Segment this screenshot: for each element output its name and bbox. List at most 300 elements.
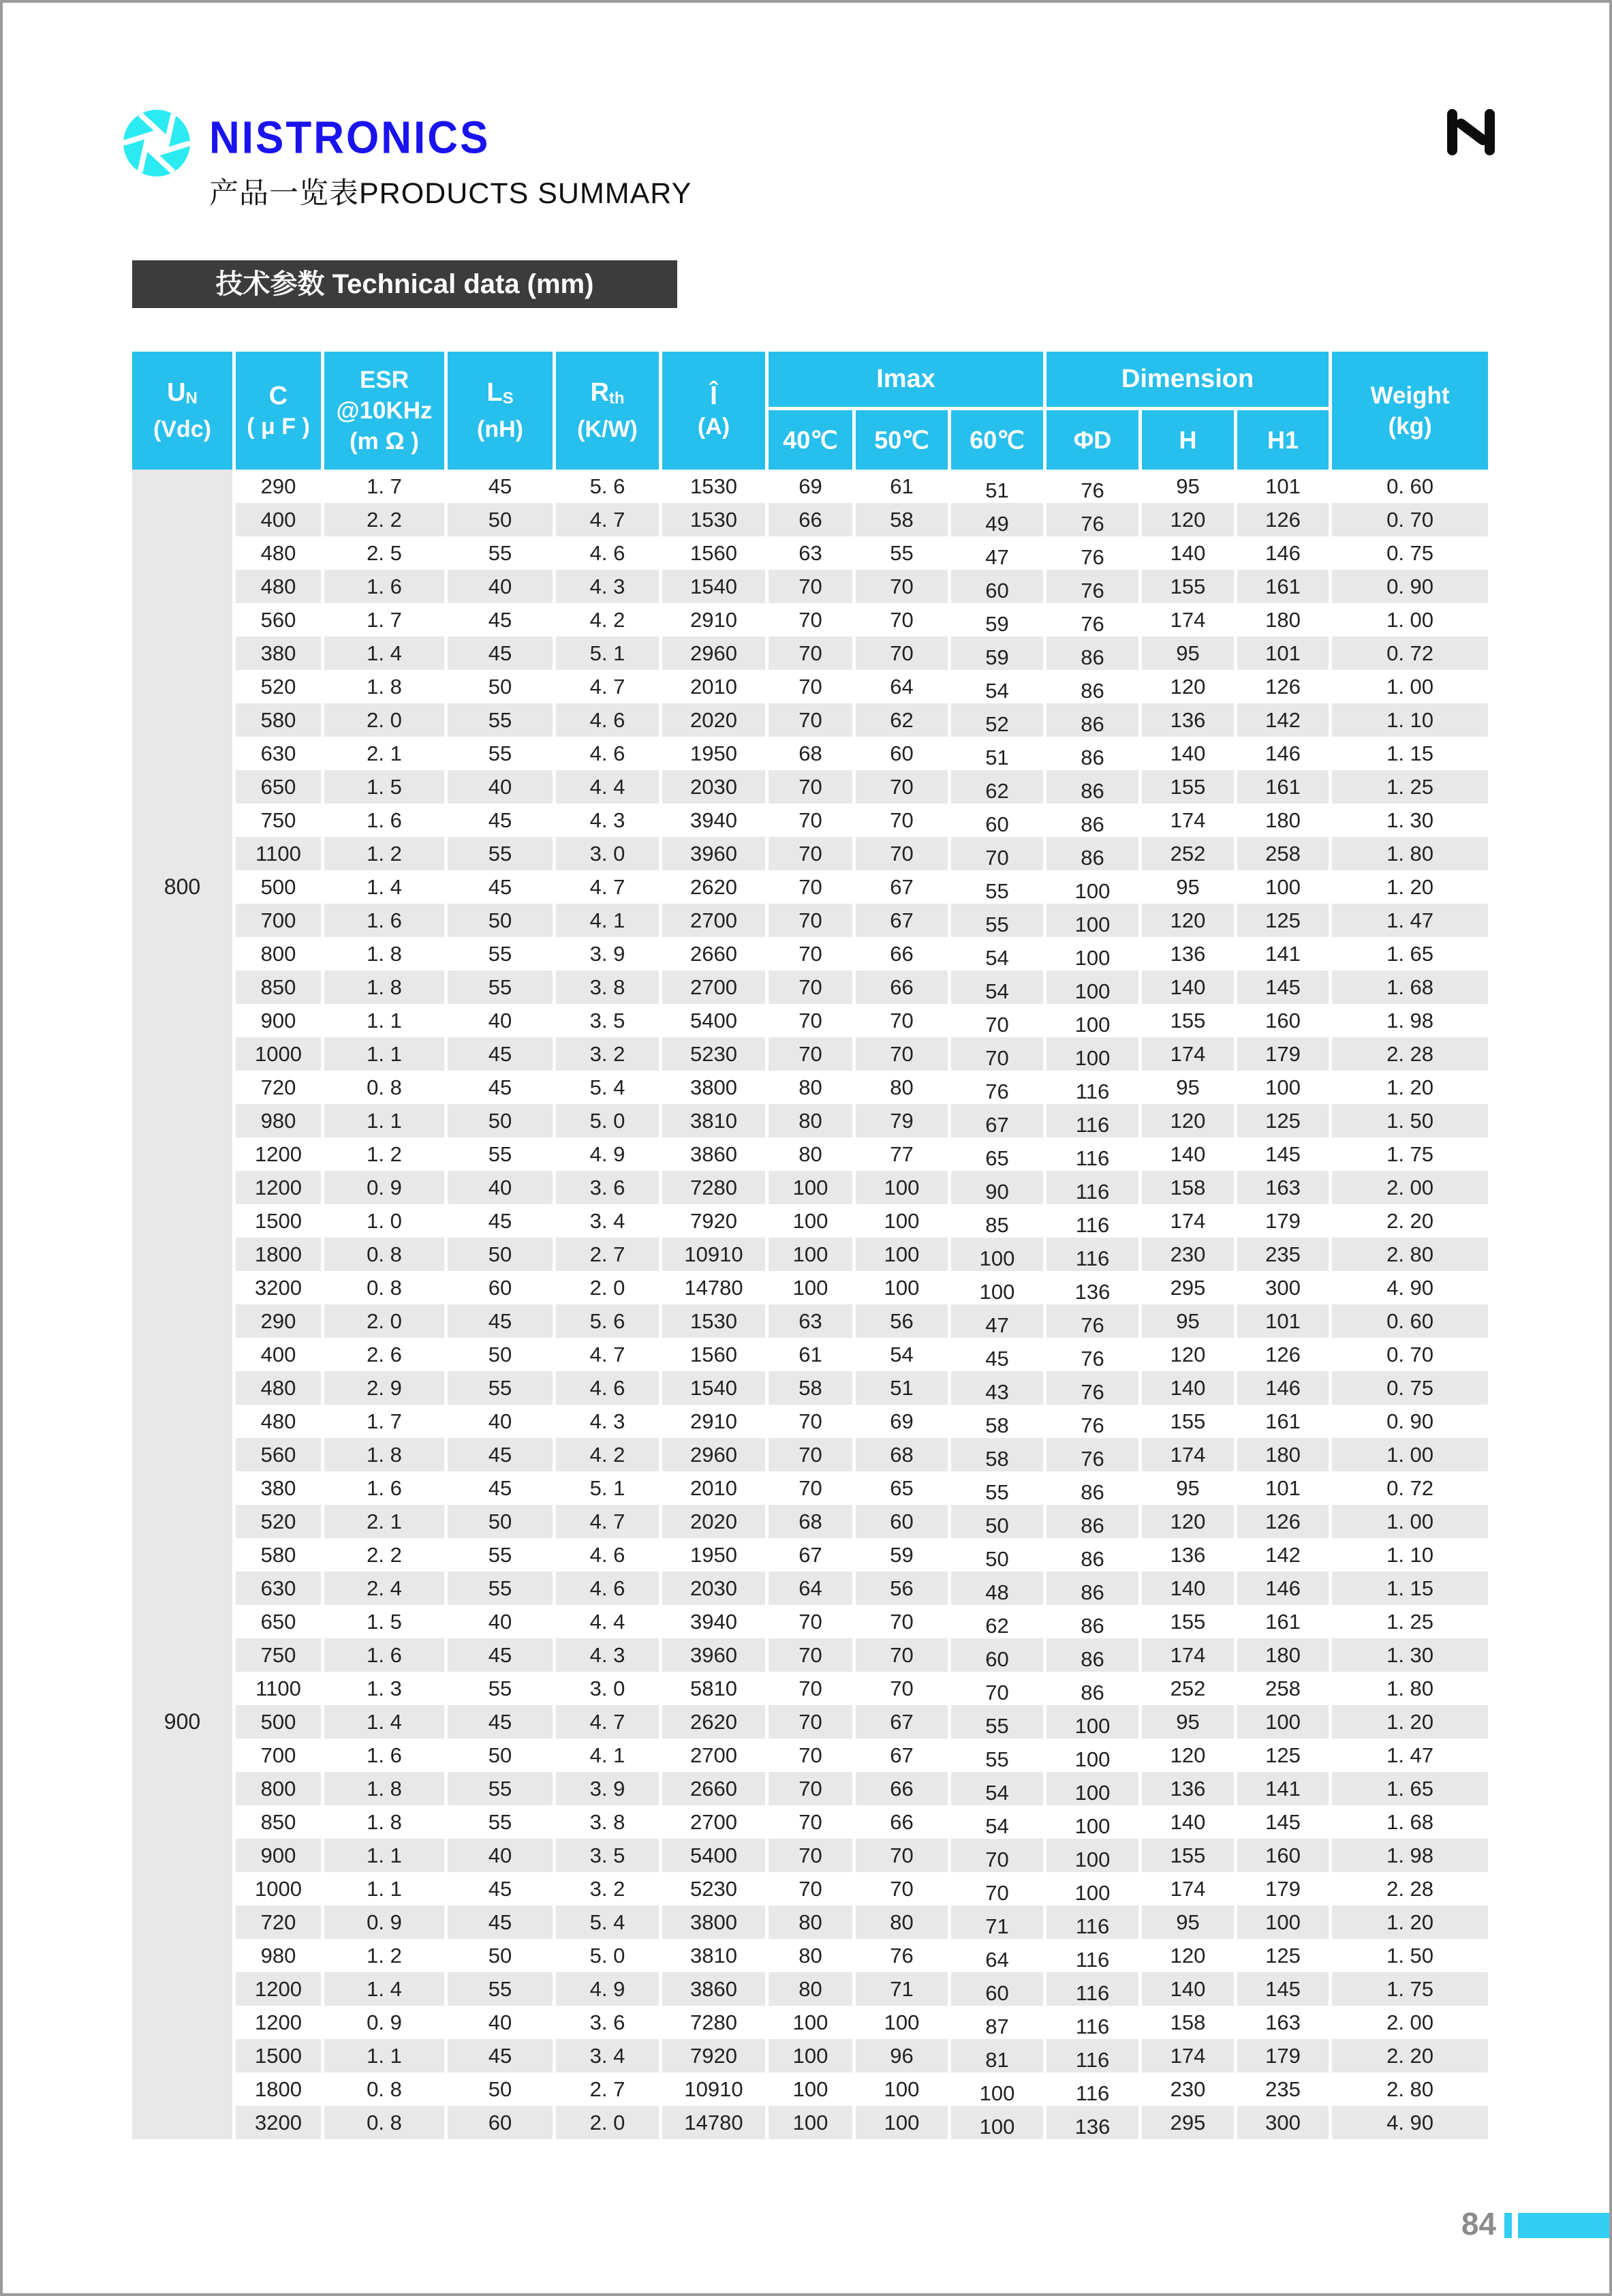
table-row: [132, 2072, 1488, 2106]
cell-imax-50c: 65: [852, 1471, 948, 1505]
cell-weight: 1. 80: [1329, 1672, 1488, 1705]
cell-ls: 45: [444, 1905, 553, 1939]
table-row: [132, 837, 1488, 870]
cell-dim-h1: 146: [1234, 737, 1329, 770]
cell-i-peak: 2020: [659, 703, 765, 737]
cell-dim-h: 295: [1138, 2106, 1234, 2139]
cell-esr: 2. 0: [321, 703, 444, 737]
un-unit: (Vdc): [153, 416, 211, 442]
table-row: [132, 1572, 1488, 1605]
cell-c: 1200: [232, 1137, 321, 1171]
table-row: [132, 1304, 1488, 1338]
cell-dim-d: 86: [1043, 737, 1138, 770]
cell-ls: 50: [444, 670, 553, 703]
cell-dim-d: 100: [1043, 937, 1138, 970]
cell-rth: 5. 1: [553, 1471, 659, 1505]
cell-dim-d: 100: [1043, 1839, 1138, 1872]
col-header-ipeak: [659, 352, 765, 470]
cell-dim-h: 174: [1138, 1204, 1234, 1238]
cell-dim-d: 100: [1043, 1004, 1138, 1037]
cell-esr: 2. 0: [321, 1304, 444, 1338]
cell-dim-d: 86: [1043, 1505, 1138, 1538]
cell-i-peak: 2910: [659, 1405, 765, 1438]
cell-i-peak: 2660: [659, 937, 765, 970]
brand-name: NISTRONICS: [209, 112, 491, 164]
cell-imax-40c: 58: [765, 1371, 852, 1405]
cell-imax-40c: 70: [765, 837, 852, 870]
cell-ls: 55: [444, 1572, 553, 1605]
cell-esr: 1. 0: [321, 1204, 444, 1238]
cell-c: 1200: [232, 2006, 321, 2039]
cell-imax-50c: 62: [852, 703, 948, 737]
cell-ls: 40: [444, 1004, 553, 1037]
cell-weight: 1. 50: [1329, 1939, 1488, 1972]
cell-imax-60c: 58: [948, 1405, 1043, 1438]
ipeak-symbol: Î: [710, 381, 717, 410]
cell-dim-d: 116: [1043, 2039, 1138, 2072]
cell-imax-50c: 59: [852, 1538, 948, 1572]
cell-i-peak: 1560: [659, 536, 765, 570]
cell-imax-40c: 70: [765, 1405, 852, 1438]
cell-ls: 45: [444, 1037, 553, 1071]
cell-imax-50c: 56: [852, 1572, 948, 1605]
cell-rth: 4. 9: [553, 1972, 659, 2006]
cell-esr: 1. 7: [321, 1405, 444, 1438]
cell-imax-40c: 63: [765, 1304, 852, 1338]
cell-weight: 0. 90: [1329, 570, 1488, 603]
table-row: [132, 1939, 1488, 1972]
cell-ls: 50: [444, 1338, 553, 1371]
cell-imax-50c: 70: [852, 1672, 948, 1705]
cell-ls: 45: [444, 1705, 553, 1739]
table-row: [132, 2039, 1488, 2072]
ipeak-unit: (A): [697, 413, 730, 440]
cell-ls: 55: [444, 1805, 553, 1839]
cell-i-peak: 1540: [659, 570, 765, 603]
rth-unit: (K/W): [577, 416, 638, 442]
cell-imax-40c: 80: [765, 1972, 852, 2006]
cell-c: 380: [232, 1471, 321, 1505]
cell-imax-60c: 51: [948, 470, 1043, 503]
cell-esr: 1. 4: [321, 1972, 444, 2006]
cell-dim-h: 95: [1138, 470, 1234, 503]
cell-esr: 1. 4: [321, 1705, 444, 1739]
cell-esr: 1. 6: [321, 1471, 444, 1505]
cell-weight: 2. 20: [1329, 2039, 1488, 2072]
cell-rth: 3. 2: [553, 1872, 659, 1905]
table-header: [132, 352, 1488, 470]
cell-esr: 0. 9: [321, 1171, 444, 1204]
cell-imax-60c: 100: [948, 1271, 1043, 1304]
col-header-imax-40c: 40℃: [765, 410, 852, 470]
cell-imax-40c: 70: [765, 637, 852, 670]
cell-imax-60c: 65: [948, 1137, 1043, 1171]
cell-dim-h: 95: [1138, 1071, 1234, 1104]
cell-weight: 1. 50: [1329, 1104, 1488, 1137]
cell-imax-40c: 80: [765, 1071, 852, 1104]
cell-weight: 0. 70: [1329, 503, 1488, 536]
cell-esr: 1. 8: [321, 1805, 444, 1839]
cell-rth: 4. 6: [553, 536, 659, 570]
cell-esr: 2. 1: [321, 737, 444, 770]
cell-rth: 5. 4: [553, 1905, 659, 1939]
cell-ls: 55: [444, 1972, 553, 2006]
cell-imax-50c: 56: [852, 1304, 948, 1338]
cell-c: 720: [232, 1071, 321, 1104]
cell-weight: 1. 20: [1329, 1905, 1488, 1939]
cell-imax-50c: 67: [852, 904, 948, 937]
table-row: [132, 1137, 1488, 1171]
cell-dim-h: 158: [1138, 2006, 1234, 2039]
cell-imax-50c: 77: [852, 1137, 948, 1171]
cell-rth: 4. 9: [553, 1137, 659, 1171]
cell-dim-h: 158: [1138, 1171, 1234, 1204]
cell-weight: 1. 65: [1329, 1772, 1488, 1805]
table-row: [132, 904, 1488, 937]
cell-dim-d: 86: [1043, 770, 1138, 803]
cell-imax-50c: 61: [852, 470, 948, 503]
cell-ls: 40: [444, 1605, 553, 1638]
cell-esr: 1. 1: [321, 1872, 444, 1905]
cell-dim-h: 140: [1138, 1972, 1234, 2006]
cell-dim-d: 86: [1043, 803, 1138, 837]
cell-c: 560: [232, 603, 321, 637]
table-row: [132, 1371, 1488, 1405]
cell-rth: 3. 8: [553, 970, 659, 1004]
cell-c: 400: [232, 1338, 321, 1371]
cell-imax-60c: 47: [948, 1304, 1043, 1338]
cell-esr: 2. 2: [321, 1538, 444, 1572]
cell-weight: 0. 60: [1329, 470, 1488, 503]
cell-dim-d: 116: [1043, 1104, 1138, 1137]
cell-weight: 0. 90: [1329, 1405, 1488, 1438]
cell-ls: 55: [444, 1137, 553, 1171]
cell-ls: 50: [444, 1505, 553, 1538]
cell-imax-40c: 68: [765, 1505, 852, 1538]
footer-accent-bar: [1518, 2213, 1612, 2238]
cell-c: 520: [232, 1505, 321, 1538]
cell-dim-d: 86: [1043, 670, 1138, 703]
col-header-weight: [1329, 352, 1488, 470]
cell-weight: 1. 30: [1329, 803, 1488, 837]
cell-i-peak: 2910: [659, 603, 765, 637]
cell-ls: 50: [444, 503, 553, 536]
cell-dim-h: 295: [1138, 1271, 1234, 1304]
cell-rth: 4. 6: [553, 737, 659, 770]
cell-imax-60c: 59: [948, 603, 1043, 637]
cell-i-peak: 5400: [659, 1839, 765, 1872]
cell-i-peak: 2020: [659, 1505, 765, 1538]
cell-imax-40c: 70: [765, 870, 852, 904]
cell-esr: 1. 3: [321, 1672, 444, 1705]
cell-dim-h: 136: [1138, 703, 1234, 737]
cell-i-peak: 5400: [659, 1004, 765, 1037]
table-row: [132, 670, 1488, 703]
cell-i-peak: 7280: [659, 1171, 765, 1204]
cell-dim-h: 136: [1138, 1772, 1234, 1805]
table-row: [132, 2106, 1488, 2139]
cell-esr: 0. 8: [321, 2106, 444, 2139]
cell-dim-d: 86: [1043, 1572, 1138, 1605]
cell-c: 560: [232, 1438, 321, 1471]
cell-imax-40c: 70: [765, 1705, 852, 1739]
cell-imax-40c: 70: [765, 670, 852, 703]
cell-dim-h1: 300: [1234, 1271, 1329, 1304]
col-header-imax-50c: 50℃: [852, 410, 948, 470]
cell-imax-40c: 70: [765, 1805, 852, 1839]
cell-imax-60c: 62: [948, 1605, 1043, 1638]
cell-imax-40c: 70: [765, 803, 852, 837]
cell-imax-40c: 70: [765, 1872, 852, 1905]
table-row: [132, 1872, 1488, 1905]
cell-esr: 2. 2: [321, 503, 444, 536]
cell-rth: 5. 6: [553, 470, 659, 503]
un-group-cell: 900: [132, 1304, 232, 2139]
cell-dim-h: 95: [1138, 1705, 1234, 1739]
cell-ls: 55: [444, 536, 553, 570]
cell-dim-d: 76: [1043, 1438, 1138, 1471]
cell-imax-60c: 87: [948, 2006, 1043, 2039]
table-row: [132, 1739, 1488, 1772]
cell-c: 3200: [232, 1271, 321, 1304]
cell-dim-h: 95: [1138, 1471, 1234, 1505]
cell-ls: 55: [444, 703, 553, 737]
col-header-c: [232, 352, 321, 470]
cell-dim-h: 140: [1138, 1371, 1234, 1405]
cell-c: 3200: [232, 2106, 321, 2139]
cell-esr: 2. 9: [321, 1371, 444, 1405]
cell-dim-h: 155: [1138, 1605, 1234, 1638]
cell-imax-50c: 69: [852, 1405, 948, 1438]
cell-c: 850: [232, 970, 321, 1004]
cell-dim-d: 86: [1043, 1538, 1138, 1572]
col-header-ls: [444, 352, 553, 470]
cell-ls: 45: [444, 1471, 553, 1505]
cell-dim-d: 100: [1043, 970, 1138, 1004]
cell-esr: 1. 7: [321, 470, 444, 503]
cell-imax-40c: 61: [765, 1338, 852, 1371]
cell-imax-40c: 100: [765, 1204, 852, 1238]
cell-i-peak: 3810: [659, 1104, 765, 1137]
cell-esr: 1. 6: [321, 803, 444, 837]
cell-c: 800: [232, 937, 321, 970]
cell-dim-h: 95: [1138, 1905, 1234, 1939]
cell-dim-d: 86: [1043, 703, 1138, 737]
cell-c: 500: [232, 870, 321, 904]
cell-weight: 1. 68: [1329, 970, 1488, 1004]
cell-imax-60c: 60: [948, 1972, 1043, 2006]
cell-weight: 2. 00: [1329, 2006, 1488, 2039]
cell-imax-50c: 70: [852, 637, 948, 670]
cell-imax-60c: 43: [948, 1371, 1043, 1405]
cell-dim-h: 174: [1138, 1638, 1234, 1672]
cell-esr: 1. 8: [321, 670, 444, 703]
cell-ls: 55: [444, 1538, 553, 1572]
cell-i-peak: 14780: [659, 1271, 765, 1304]
cell-imax-60c: 90: [948, 1171, 1043, 1204]
cell-dim-h: 95: [1138, 1304, 1234, 1338]
cell-imax-60c: 55: [948, 1705, 1043, 1739]
cell-i-peak: 2700: [659, 1739, 765, 1772]
cell-dim-h: 174: [1138, 603, 1234, 637]
section-title-badge: 技术参数 Technical data (mm): [132, 260, 677, 308]
cell-imax-40c: 67: [765, 1538, 852, 1572]
cell-dim-h: 120: [1138, 1505, 1234, 1538]
cell-rth: 4. 1: [553, 1739, 659, 1772]
cell-ls: 55: [444, 1672, 553, 1705]
cell-rth: 2. 7: [553, 2072, 659, 2106]
cell-imax-40c: 64: [765, 1572, 852, 1605]
table-row: [132, 1171, 1488, 1204]
cell-esr: 1. 5: [321, 1605, 444, 1638]
table-row: [132, 703, 1488, 737]
cell-dim-d: 116: [1043, 1905, 1138, 1939]
cell-weight: 1. 20: [1329, 1705, 1488, 1739]
col-header-un: [132, 352, 232, 470]
cell-rth: 5. 6: [553, 1304, 659, 1338]
cell-esr: 1. 1: [321, 1004, 444, 1037]
cell-weight: 2. 28: [1329, 1872, 1488, 1905]
cell-rth: 4. 7: [553, 1505, 659, 1538]
cell-dim-h: 120: [1138, 1104, 1234, 1137]
cell-weight: 1. 15: [1329, 1572, 1488, 1605]
rth-subscript: th: [608, 389, 625, 408]
cell-i-peak: 2030: [659, 1572, 765, 1605]
cell-imax-50c: 67: [852, 1705, 948, 1739]
cell-weight: 1. 75: [1329, 1972, 1488, 2006]
cell-i-peak: 2700: [659, 970, 765, 1004]
cell-imax-60c: 52: [948, 703, 1043, 737]
cell-i-peak: 5230: [659, 1037, 765, 1071]
cell-weight: 1. 00: [1329, 603, 1488, 637]
cell-i-peak: 7280: [659, 2006, 765, 2039]
cell-imax-40c: 100: [765, 2106, 852, 2139]
cell-imax-50c: 80: [852, 1905, 948, 1939]
cell-i-peak: 2700: [659, 904, 765, 937]
cell-imax-40c: 70: [765, 970, 852, 1004]
cell-dim-h1: 160: [1234, 1004, 1329, 1037]
cell-c: 900: [232, 1004, 321, 1037]
cell-imax-60c: 54: [948, 970, 1043, 1004]
cell-c: 630: [232, 737, 321, 770]
cell-dim-h1: 179: [1234, 1204, 1329, 1238]
cell-weight: 1. 30: [1329, 1638, 1488, 1672]
cell-dim-h1: 126: [1234, 1505, 1329, 1538]
cell-c: 750: [232, 1638, 321, 1672]
technical-data-table: [132, 352, 1488, 2139]
cell-dim-h: 155: [1138, 1004, 1234, 1037]
cell-imax-60c: 70: [948, 1672, 1043, 1705]
table-row: [132, 1905, 1488, 1939]
cell-dim-d: 100: [1043, 870, 1138, 904]
cell-dim-h1: 235: [1234, 1238, 1329, 1271]
cell-weight: 1. 80: [1329, 837, 1488, 870]
cell-imax-50c: 76: [852, 1939, 948, 1972]
table-row: [132, 1405, 1488, 1438]
cell-rth: 2. 7: [553, 1238, 659, 1271]
cell-dim-d: 136: [1043, 2106, 1138, 2139]
cell-dim-h1: 101: [1234, 637, 1329, 670]
cell-rth: 3. 0: [553, 837, 659, 870]
cell-ls: 40: [444, 1171, 553, 1204]
cell-rth: 4. 3: [553, 1405, 659, 1438]
cell-weight: 1. 10: [1329, 1538, 1488, 1572]
cell-dim-d: 86: [1043, 1605, 1138, 1638]
cell-i-peak: 2660: [659, 1772, 765, 1805]
cell-ls: 45: [444, 1204, 553, 1238]
cell-weight: 1. 47: [1329, 904, 1488, 937]
cell-i-peak: 2030: [659, 770, 765, 803]
cell-imax-50c: 70: [852, 1037, 948, 1071]
cell-esr: 0. 9: [321, 1905, 444, 1939]
cell-imax-40c: 70: [765, 1438, 852, 1471]
cell-imax-60c: 70: [948, 1839, 1043, 1872]
cell-imax-60c: 60: [948, 1638, 1043, 1672]
table-row: [132, 2006, 1488, 2039]
cell-c: 480: [232, 1405, 321, 1438]
table-row: [132, 1705, 1488, 1739]
cell-imax-40c: 100: [765, 2039, 852, 2072]
cell-ls: 45: [444, 470, 553, 503]
cell-esr: 1. 6: [321, 1638, 444, 1672]
cell-dim-h1: 145: [1234, 1137, 1329, 1171]
cell-rth: 5. 1: [553, 637, 659, 670]
cell-c: 1800: [232, 1238, 321, 1271]
cell-imax-50c: 66: [852, 937, 948, 970]
cell-c: 850: [232, 1805, 321, 1839]
cell-weight: 4. 90: [1329, 1271, 1488, 1304]
cell-ls: 50: [444, 904, 553, 937]
cell-imax-60c: 54: [948, 937, 1043, 970]
cell-dim-h: 140: [1138, 970, 1234, 1004]
table-row: [132, 1004, 1488, 1037]
cell-esr: 1. 4: [321, 870, 444, 904]
cell-dim-d: 100: [1043, 1805, 1138, 1839]
cell-dim-h: 155: [1138, 1405, 1234, 1438]
cell-ls: 55: [444, 737, 553, 770]
cell-imax-50c: 100: [852, 1238, 948, 1271]
cell-imax-60c: 70: [948, 837, 1043, 870]
cell-rth: 4. 2: [553, 1438, 659, 1471]
cell-c: 1000: [232, 1037, 321, 1071]
cell-weight: 1. 47: [1329, 1739, 1488, 1772]
cell-ls: 40: [444, 1839, 553, 1872]
cell-imax-50c: 58: [852, 503, 948, 536]
cell-dim-h1: 142: [1234, 1538, 1329, 1572]
cell-imax-60c: 54: [948, 670, 1043, 703]
cell-rth: 4. 6: [553, 1572, 659, 1605]
cell-imax-50c: 67: [852, 1739, 948, 1772]
cell-weight: 1. 65: [1329, 937, 1488, 970]
ls-subscript: S: [502, 389, 514, 408]
un-subscript: N: [185, 389, 198, 408]
cell-imax-40c: 70: [765, 703, 852, 737]
cell-i-peak: 3800: [659, 1905, 765, 1939]
cell-dim-h: 140: [1138, 1805, 1234, 1839]
cell-i-peak: 3860: [659, 1972, 765, 2006]
cell-dim-h1: 160: [1234, 1839, 1329, 1872]
table-body: [132, 470, 1488, 2139]
cell-imax-50c: 70: [852, 1605, 948, 1638]
table-row: [132, 1505, 1488, 1538]
cell-esr: 1. 4: [321, 637, 444, 670]
cell-ls: 45: [444, 803, 553, 837]
cell-c: 650: [232, 1605, 321, 1638]
cell-dim-h: 230: [1138, 2072, 1234, 2106]
col-header-dimension: Dimension: [1043, 352, 1329, 410]
cell-ls: 45: [444, 637, 553, 670]
cell-imax-50c: 70: [852, 803, 948, 837]
